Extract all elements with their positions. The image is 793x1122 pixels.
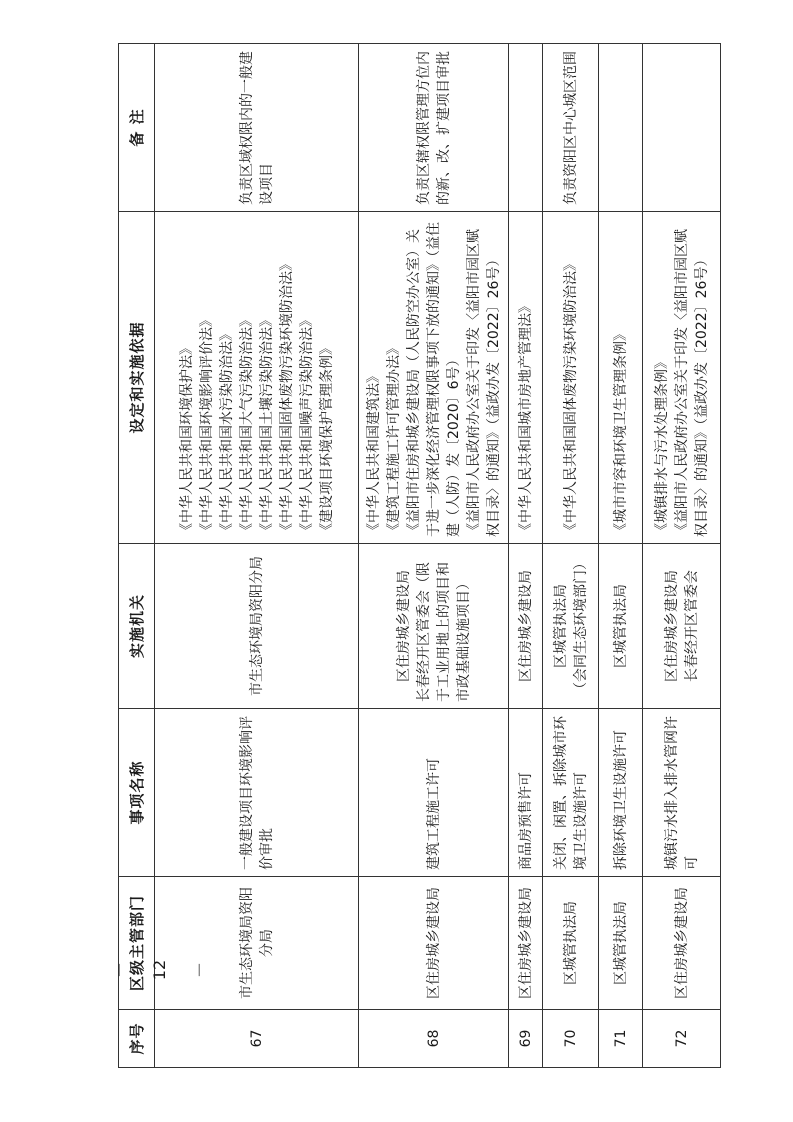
cell-basis [509,212,543,544]
basis-line: 《益阳市人民政府办公室关于印发〈益阳市园区赋权目录〉的通知》（益政办发〔2022〕26号） [465,229,502,537]
basis-line: 《建设项目环境保护管理条例》 [318,341,335,537]
cell-implementer [643,544,721,709]
cell-district-dept: 区城管执法局 [599,877,643,1010]
cell-item-name: 一般建设项目环境影响评价审批 [155,709,359,877]
cell-item-name: 商品房预售许可 [509,709,543,877]
basis-line: 《益阳市住房和城乡建设局（人民防空办公室）关于进一步深化经济管理权限事项下放的通知》（益住建（人防）发〔2020〕6号） [405,222,462,537]
implementer-line: 区城管执法局 [552,584,569,668]
header-basis: 设定和实施依据 [119,212,155,544]
implementer-line: 区住房城乡建设局 [663,570,680,682]
table-row [359,44,509,1068]
cell-implementer [509,544,543,709]
cell-district-dept: 区住房城乡建设局 [509,877,543,1010]
cell-no: 69 [509,1010,543,1068]
implementer-line: 长春经开区管委会（限于工业用地上的项目和市政基础设施项目） [415,562,472,702]
cell-district-dept: 区住房城乡建设局 [643,877,721,1010]
table-row [599,44,643,1068]
cell-item-name: 城镇污水排入排水管网许可 [643,709,721,877]
header-district-dept: 区级主管部门 [119,877,155,1010]
basis-line: 《中华人民共和国固体废物污染环境防治法》 [562,257,579,537]
basis-line: 《城镇排水与污水处理条例》 [653,355,670,537]
cell-district-dept: 区住房城乡建设局 [359,877,509,1010]
cell-item-name: 建筑工程施工许可 [359,709,509,877]
table-header-row [119,44,155,1068]
basis-line: 《建筑工程施工许可管理办法》 [385,341,402,537]
basis-line: 《中华人民共和国环境保护法》 [178,341,195,537]
cell-implementer [359,544,509,709]
header-implementer: 实施机关 [119,544,155,709]
implementer-line: 区住房城乡建设局 [395,570,412,682]
cell-remarks: 负责区辖权限管理方位内的新、改、扩建项目审批 [359,44,509,212]
basis-line: 《中华人民共和国固体废物污染环境防治法》 [278,257,295,537]
cell-implementer [155,544,359,709]
cell-no: 67 [155,1010,359,1068]
cell-no: 72 [643,1010,721,1068]
basis-line: 《中华人民共和国建筑法》 [365,369,382,537]
cell-no: 71 [599,1010,643,1068]
cell-implementer [599,544,643,709]
rotated-table-container [118,44,720,1068]
basis-line: 《中华人民共和国环境影响评价法》 [198,313,215,537]
implementer-line: （会同生态环境部门） [572,556,589,696]
administrative-permit-table [118,43,721,1068]
basis-line: 《益阳市人民政府办公室关于印发〈益阳市园区赋权目录〉的通知》（益政办发〔2022〕26号） [673,229,710,537]
basis-line: 《中华人民共和国噪声污染防治法》 [298,313,315,537]
cell-basis [643,212,721,544]
header-no: 序号 [119,1010,155,1068]
cell-item-name: 关闭、闲置、拆除城市环境卫生设施许可 [543,709,599,877]
table-row [509,44,543,1068]
table-row [155,44,359,1068]
cell-remarks [643,44,721,212]
cell-district-dept: 区城管执法局 [543,877,599,1010]
basis-line: 《城市市容和环境卫生管理条例》 [612,327,629,537]
cell-district-dept: 市生态环境局资阳分局 [155,877,359,1010]
implementer-line: 区城管执法局 [612,584,629,668]
cell-item-name: 拆除环境卫生设施许可 [599,709,643,877]
implementer-line: 市生态环境局资阳分局 [248,556,265,696]
basis-line: 《中华人民共和国土壤污染防治法》 [258,313,275,537]
cell-basis [543,212,599,544]
implementer-line: 长春经开区管委会 [683,570,700,682]
cell-remarks [599,44,643,212]
cell-basis [359,212,509,544]
cell-remarks: 负责区域权限内的一般建设项目 [155,44,359,212]
cell-implementer [543,544,599,709]
cell-no: 68 [359,1010,509,1068]
header-item-name: 事项名称 [119,709,155,877]
cell-basis [599,212,643,544]
implementer-line: 区住房城乡建设局 [517,570,534,682]
basis-line: 《中华人民共和国城市房地产管理法》 [517,299,534,537]
cell-remarks: 负责资阳区中心城区范围 [543,44,599,212]
basis-line: 《中华人民共和国水污染防治法》 [218,327,235,537]
header-remarks: 备 注 [119,44,155,212]
page-number: － 12 － [110,959,209,981]
cell-remarks [509,44,543,212]
basis-line: 《中华人民共和国大气污染防治法》 [238,313,255,537]
cell-no: 70 [543,1010,599,1068]
table-row [643,44,721,1068]
cell-basis [155,212,359,544]
table-row [543,44,599,1068]
